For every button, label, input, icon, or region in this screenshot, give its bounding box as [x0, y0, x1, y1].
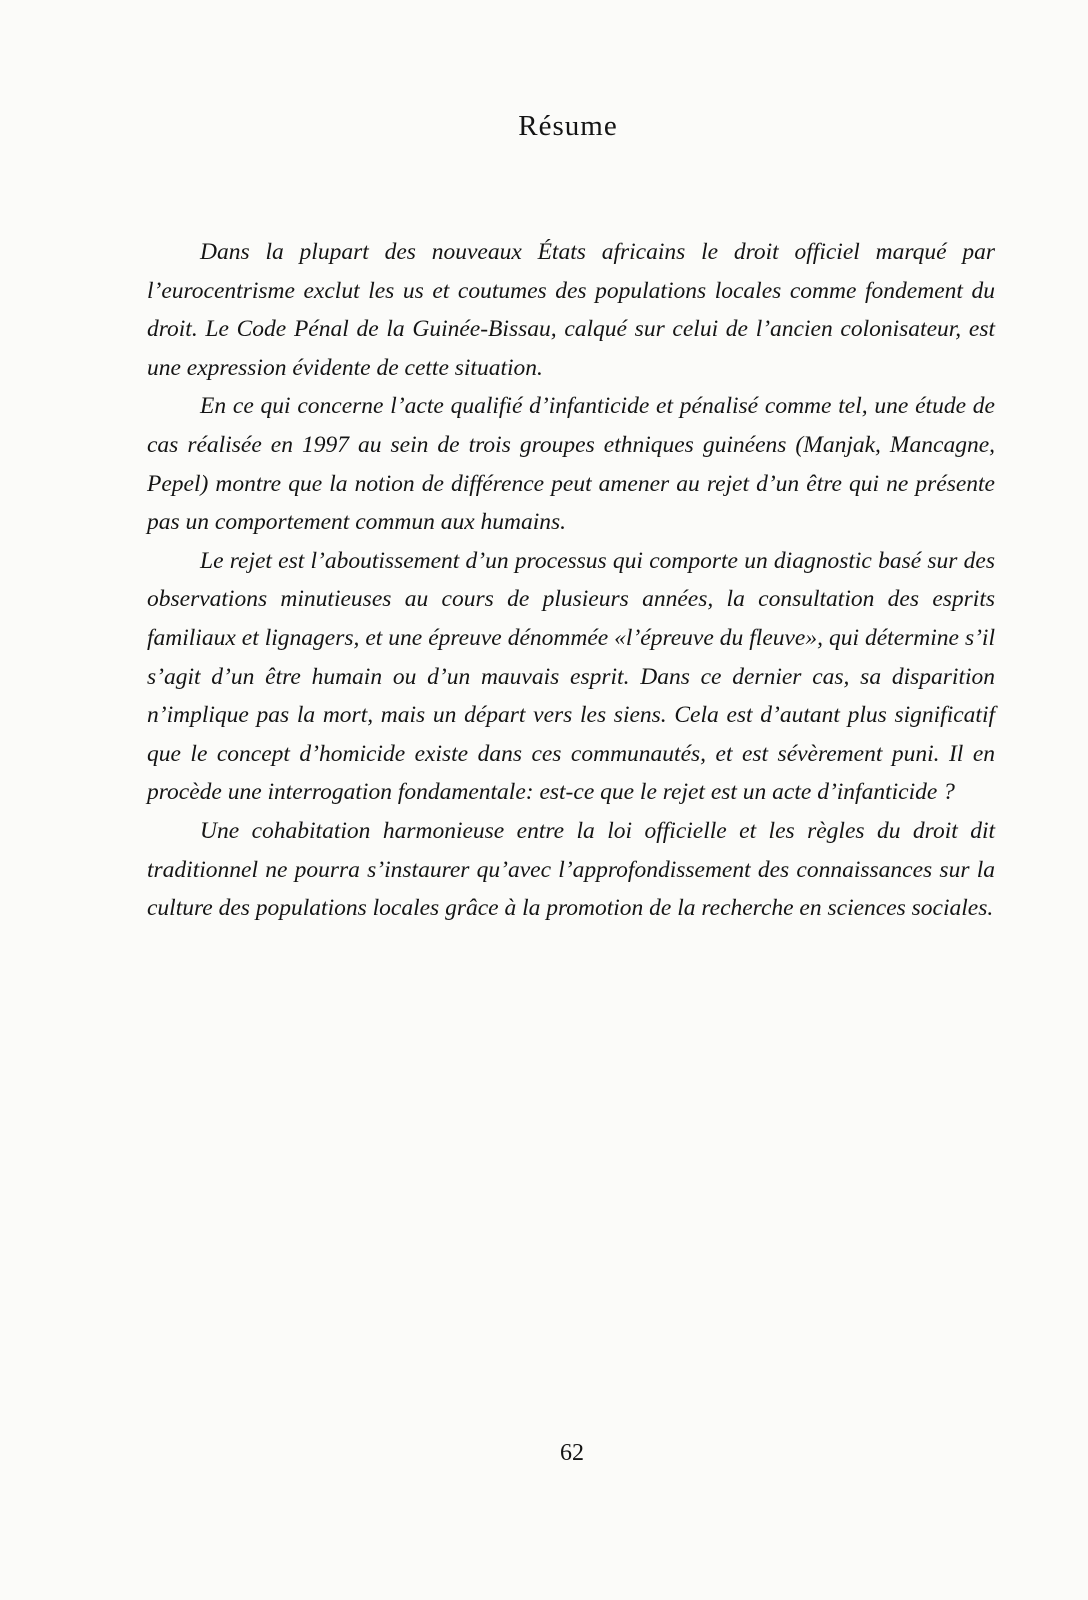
paragraph: Une cohabitation harmonieuse entre la loi officielle et les règles du droit dit traditionnel ne pourra s’instaurer qu’avec l’approfondissement des connaissances sur la culture des populations locales grâce à la promotion de la recherche en sciences sociales.	[147, 817, 995, 922]
abstract-body	[147, 233, 995, 928]
page-title: Résume	[518, 110, 618, 142]
paragraph: En ce qui concerne l’acte qualifié d’infanticide et pénalisé comme tel, une étude de cas réalisée en 1997 au sein de trois groupes ethniques guinéens (Manjak, Mancagne, Pepel) montre que la notion de différence peut amener au rejet d’un être qui ne présente pas un comportement commun aux humains.	[147, 393, 995, 536]
paragraph: Le rejet est l’aboutissement d’un processus qui comporte un diagnostic basé sur des observations minutieuses au cours de plusieurs années, la consultation des esprits familiaux et lignagers, et une épreuve dénommée «l’épreuve du fleuve», qui détermine s’il s’agit d’un être humain ou d’un mauvais esprit. Dans ce dernier cas, sa disparition n’implique pas la mort, mais un départ vers les siens. Cela est d’autant plus significatif que le concept d’homicide existe dans ces communautés, et est sévèrement puni. Il en procède une interrogation fondamentale: est-ce que le rejet est un acte d’infanticide ?	[147, 547, 995, 806]
paragraph: Dans la plupart des nouveaux États africains le droit officiel marqué par l’eurocentrisme exclut les us et coutumes des populations locales comme fondement du droit. Le Code Pénal de la Guinée-Bissau, calqué sur celui de l’ancien colonisateur, est une expression évidente de cette situation.	[147, 239, 995, 381]
page-number: 62	[560, 1440, 584, 1466]
